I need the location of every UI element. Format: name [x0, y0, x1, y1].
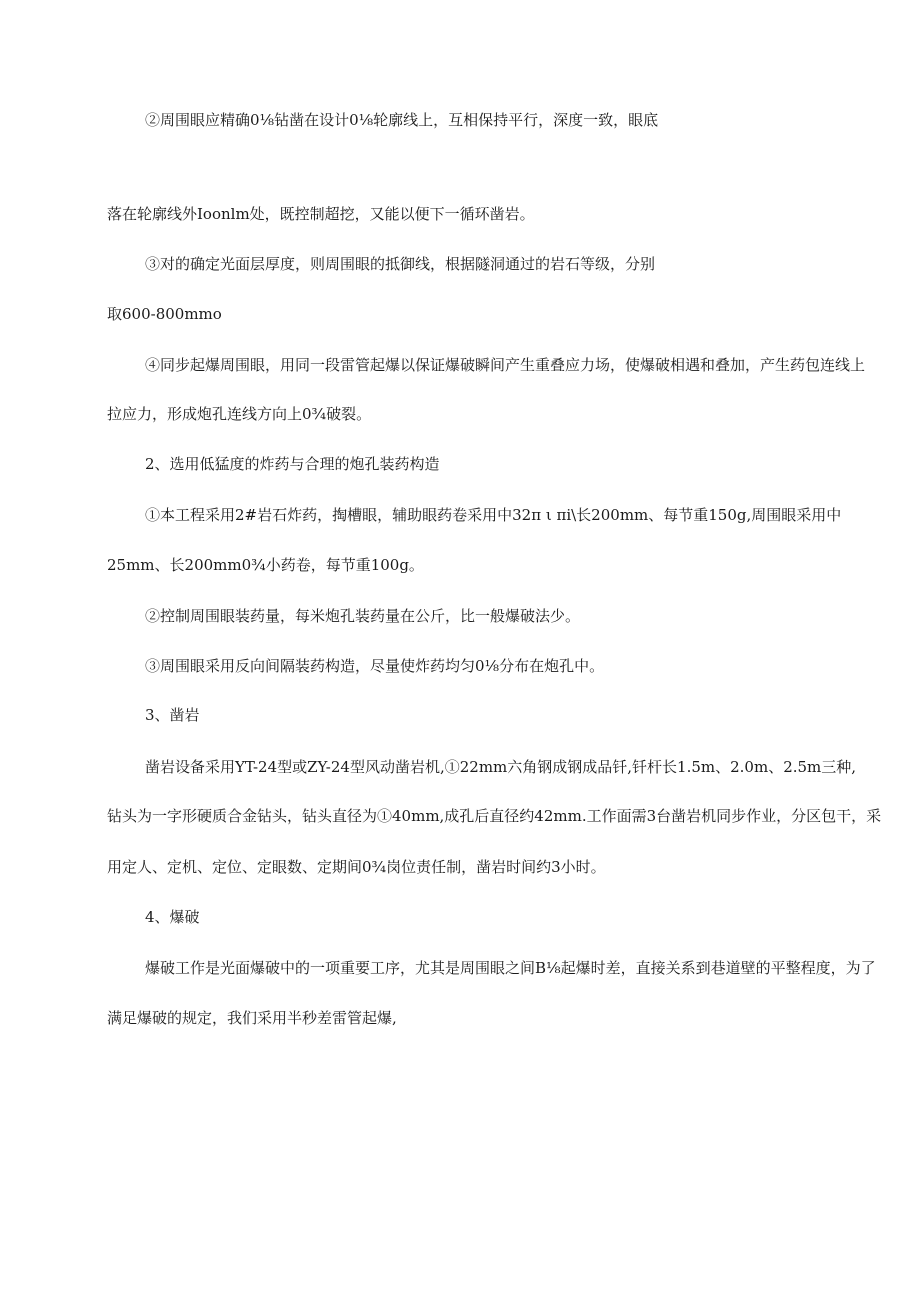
paragraph-line-18: 满足爆破的规定，我们采用半秒差雷管起爆, [107, 1009, 397, 1027]
section-heading-4: 4、爆破 [145, 908, 200, 926]
paragraph-line-9: 25mm、长200mm0¾小药卷，每节重100g。 [107, 556, 424, 574]
section-heading-2: 2、选用低猛度的炸药与合理的炮孔装药构造 [145, 455, 440, 473]
paragraph-line-6: 拉应力，形成炮孔连线方向上0¾破裂。 [107, 405, 372, 423]
paragraph-line-17: 爆破工作是光面爆破中的一项重要工序，尤其是周围眼之间B⅛起爆时差，直接关系到巷道壁的平整程度，为了 [145, 959, 876, 977]
paragraph-line-14: 钻头为一字形硬质合金钻头，钻头直径为①40mm,成孔后直径约42mm.工作面需3台凿岩机同步作业，分区包干，采 [107, 807, 882, 825]
paragraph-line-4: 取600-800mmo [107, 305, 222, 323]
section-heading-3: 3、凿岩 [145, 706, 200, 724]
paragraph-line-10: ②控制周围眼装药量，每米炮孔装药量在公斤，比一般爆破法少。 [145, 607, 581, 625]
paragraph-line-5: ④同步起爆周围眼，用同一段雷管起爆以保证爆破瞬间产生重叠应力场，使爆破相遇和叠加，产生药包连线上 [145, 356, 866, 374]
paragraph-line-13: 凿岩设备采用YT-24型或ZY-24型风动凿岩机,①22mm六角钢成钢成品钎,钎杆长1.5m、2.0m、2.5m三种, [145, 758, 857, 776]
paragraph-line-3: ③对的确定光面层厚度，则周围眼的抵御线，根据隧洞通过的岩石等级，分别 [145, 255, 656, 273]
paragraph-line-15: 用定人、定机、定位、定眼数、定期间0¾岗位责任制，凿岩时间约3小时。 [107, 858, 606, 876]
paragraph-line-1: ②周围眼应精确0⅛钻凿在设计0⅛轮廓线上，互相保持平行，深度一致，眼底 [145, 111, 659, 129]
paragraph-line-11: ③周围眼采用反向间隔装药构造，尽量使炸药均匀0⅛分布在炮孔中。 [145, 657, 605, 675]
paragraph-line-8: ①本工程采用2#岩石炸药，掏槽眼，辅助眼药卷采用中32π ι πi\长200mm、每节重150g,周围眼采用中 [145, 506, 842, 524]
paragraph-line-2: 落在轮廓线外Ioonlm处，既控制超挖，又能以便下一循环凿岩。 [107, 205, 535, 223]
